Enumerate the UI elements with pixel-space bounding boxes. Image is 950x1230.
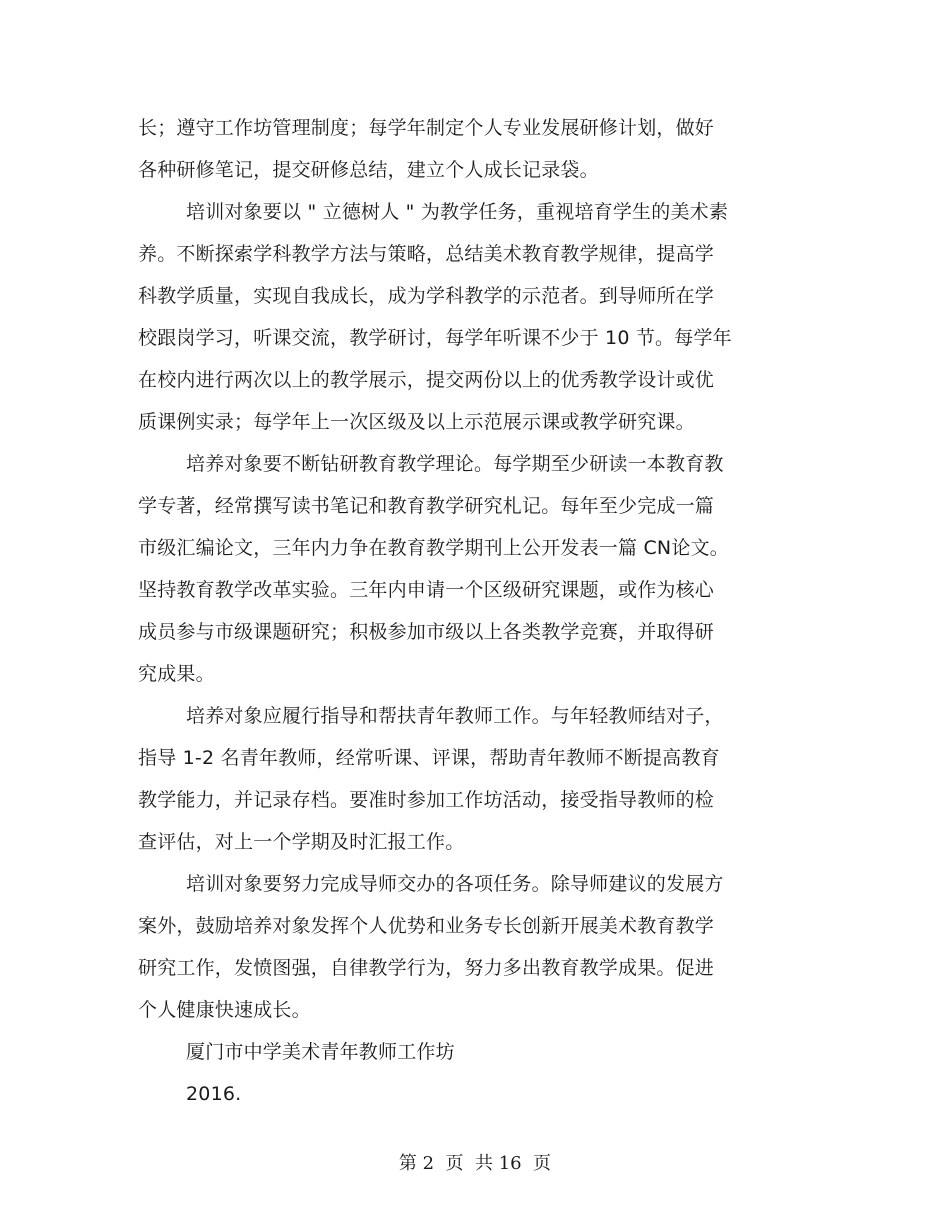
signature-organization: 厦门市中学美术青年教师工作坊 bbox=[186, 1041, 455, 1063]
text-line: 查评估，对上一个学期及时汇报工作。 bbox=[138, 831, 465, 853]
paragraph-start-line: 培养对象要不断钻研教育教学理论。每学期至少研读一本教育教 bbox=[186, 453, 724, 475]
text-line: 研究工作，发愤图强，自律教学行为，努力多出教育教学成果。促进 bbox=[138, 957, 715, 979]
page-number-footer: 第 2 页 共 16 页 bbox=[398, 1153, 552, 1174]
paragraph-start-line: 培训对象要努力完成导师交办的各项任务。除导师建议的发展方 bbox=[186, 873, 724, 895]
text-line: 案外，鼓励培养对象发挥个人优势和业务专长创新开展美术教育教学 bbox=[138, 915, 715, 937]
text-line: 坚持教育教学改革实验。三年内申请一个区级研究课题，或作为核心 bbox=[138, 579, 715, 601]
text-line: 学专著，经常撰写读书笔记和教育教学研究札记。每年至少完成一篇 bbox=[138, 495, 715, 517]
paragraph-start-line: 培养对象应履行指导和帮扶青年教师工作。与年轻教师结对子， bbox=[186, 705, 724, 727]
text-line: 长；遵守工作坊管理制度；每学年制定个人专业发展研修计划，做好 bbox=[138, 117, 715, 139]
text-line: 养。不断探索学科教学方法与策略，总结美术教育教学规律，提高学 bbox=[138, 243, 715, 265]
text-line: 个人健康快速成长。 bbox=[138, 999, 311, 1021]
text-line: 究成果。 bbox=[138, 663, 215, 685]
paragraph-start-line: 培训对象要以 " 立德树人 " 为教学任务，重视培育学生的美术素 bbox=[186, 201, 729, 223]
text-line: 教学能力，并记录存档。要准时参加工作坊活动，接受指导教师的检 bbox=[138, 789, 715, 811]
text-line: 科教学质量，实现自我成长，成为学科教学的示范者。到导师所在学 bbox=[138, 285, 715, 307]
text-line: 成员参与市级课题研究；积极参加市级以上各类教学竞赛，并取得研 bbox=[138, 621, 715, 643]
text-line: 校跟岗学习，听课交流，教学研讨，每学年听课不少于 10 节。每学年 bbox=[138, 327, 732, 349]
text-line: 各种研修笔记，提交研修总结，建立个人成长记录袋。 bbox=[138, 159, 599, 181]
text-line: 质课例实录；每学年上一次区级及以上示范展示课或教学研究课。 bbox=[138, 411, 695, 433]
text-line: 指导 1-2 名青年教师，经常听课、评课，帮助青年教师不断提高教育 bbox=[138, 747, 720, 769]
signature-date: 2016. bbox=[186, 1083, 242, 1105]
text-line: 在校内进行两次以上的教学展示，提交两份以上的优秀教学设计或优 bbox=[138, 369, 715, 391]
text-line: 市级汇编论文，三年内力争在教育教学期刊上公开发表一篇 CN论文。 bbox=[138, 537, 729, 559]
